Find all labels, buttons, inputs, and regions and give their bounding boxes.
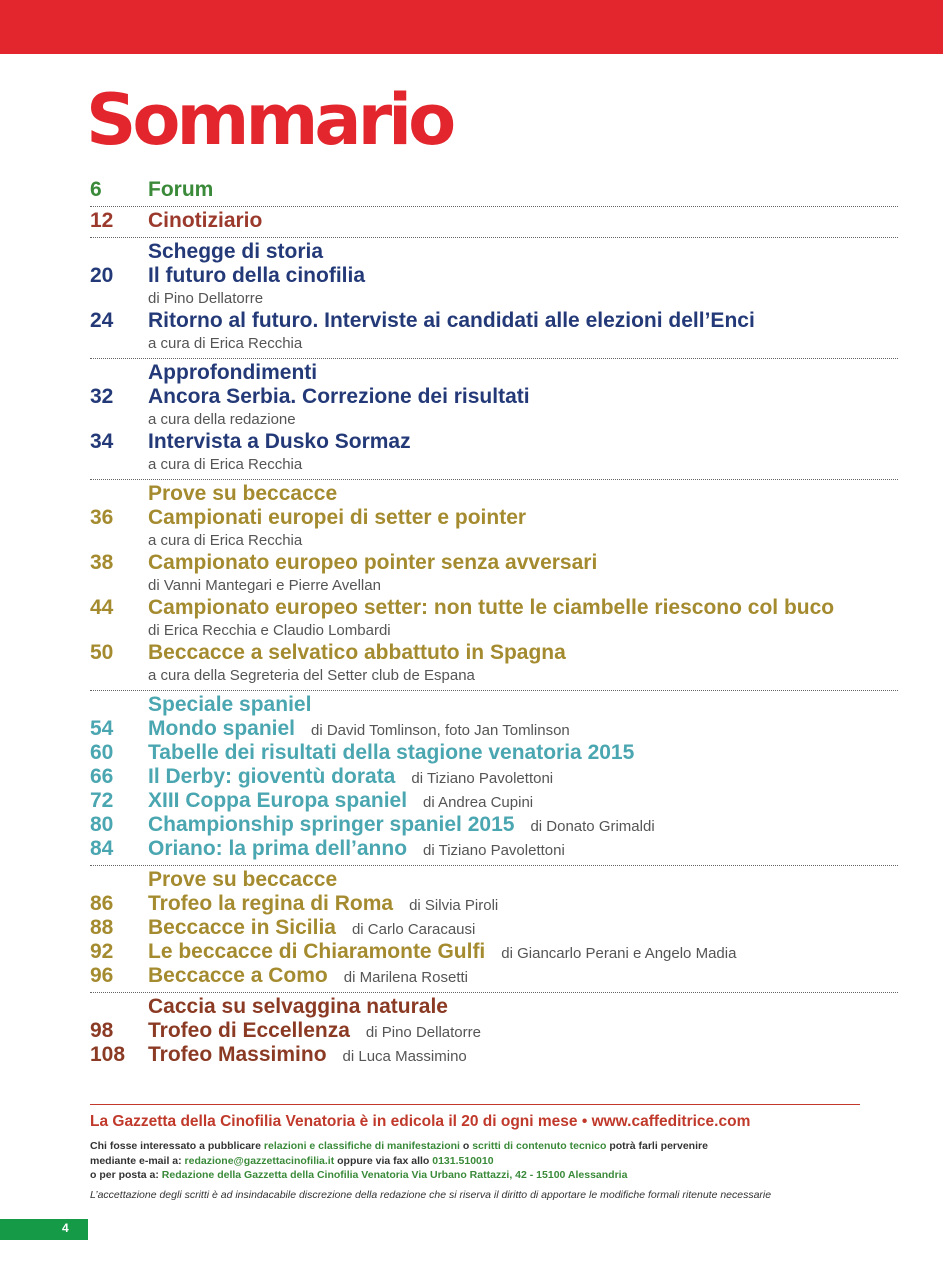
entry-title: Trofeo Massimino (148, 1043, 327, 1066)
entry-page-number: 36 (90, 506, 114, 529)
entry-title: Ancora Serbia. Correzione dei risultati (148, 385, 530, 408)
entry-author: di Carlo Caracausi (351, 921, 476, 938)
entry-title: Mondo spaniel (148, 717, 295, 740)
entry-title: Ritorno al futuro. Interviste ai candidati alle elezioni dell’Enci (148, 309, 755, 332)
entry-page-number: 24 (90, 309, 114, 332)
entry-page-number: 92 (90, 940, 114, 963)
entry-title: Oriano: la prima dell’anno (148, 837, 408, 860)
entry-page-number: 44 (90, 596, 114, 619)
entry-page-number: 88 (90, 916, 114, 939)
entry-title: XIII Coppa Europa spaniel (148, 789, 408, 812)
section-cinotiziario (90, 207, 898, 238)
entry-author: di Tiziano Pavolettoni (423, 842, 565, 859)
entry-page-number: 66 (90, 765, 114, 788)
entry-page-number: 108 (90, 1043, 126, 1066)
top-red-bar (0, 0, 943, 54)
toc-entry[interactable] (90, 1019, 898, 1043)
section-prove-su-beccacce-2 (90, 866, 898, 993)
entry-title: Campionati europei di setter e pointer (148, 506, 527, 529)
entry-title: Intervista a Dusko Sormaz (148, 430, 411, 453)
entry-title: Trofeo la regina di Roma (148, 892, 394, 915)
entry-title: Beccacce in Sicilia (148, 916, 336, 939)
table-of-contents (90, 176, 898, 1071)
entry-author: di Andrea Cupini (423, 794, 534, 811)
section-heading: Approfondimenti (148, 361, 318, 384)
toc-entry[interactable] (90, 641, 898, 686)
entry-page-number: 60 (90, 741, 114, 764)
entry-author: di David Tomlinson, foto Jan Tomlinson (311, 722, 570, 739)
toc-entry[interactable] (90, 385, 898, 430)
entry-author: di Silvia Piroli (409, 897, 499, 914)
disclaimer: L’accettazione degli scritti è ad insindacabile discrezione della redazione che si riserva il diritto di apportare le modifiche formali ritenute necessarie (90, 1189, 772, 1201)
entry-author: di Vanni Mantegari e Pierre Avellan (148, 577, 381, 594)
entry-title: Il Derby: gioventù dorata (148, 765, 396, 788)
toc-entry[interactable] (90, 813, 898, 837)
toc-entry[interactable] (90, 964, 898, 988)
entry-page-number: 6 (90, 178, 102, 201)
entry-page-number: 96 (90, 964, 114, 987)
toc-entry[interactable] (90, 892, 898, 916)
toc-entry[interactable] (90, 940, 898, 964)
entry-page-number: 34 (90, 430, 114, 453)
entry-author: di Pino Dellatorre (365, 1024, 481, 1041)
page-title: Sommario (86, 79, 453, 161)
entry-page-number: 12 (90, 209, 114, 232)
gazzetta-banner: La Gazzetta della Cinofilia Venatoria è in edicola il 20 di ogni mese • www.caffeditrice.com (90, 1113, 751, 1130)
entry-author: a cura di Erica Recchia (148, 532, 303, 549)
entry-page-number: 84 (90, 837, 114, 860)
fax-number: 0131.510010 (432, 1154, 494, 1167)
entry-title: Campionato europeo pointer senza avversari (148, 551, 598, 574)
section-heading: Speciale spaniel (148, 693, 312, 716)
section-prove-su-beccacce (90, 480, 898, 691)
entry-title: Forum (148, 178, 214, 201)
entry-title: Le beccacce di Chiaramonte Gulfi (148, 940, 486, 963)
toc-entry[interactable] (90, 430, 898, 475)
entry-page-number: 72 (90, 789, 114, 812)
section-caccia-su-selvaggina (90, 993, 898, 1071)
entry-page-number: 32 (90, 385, 114, 408)
section-heading: Schegge di storia (148, 240, 324, 263)
toc-entry[interactable] (90, 837, 898, 861)
entry-page-number: 50 (90, 641, 114, 664)
entry-page-number: 38 (90, 551, 114, 574)
entry-title: Cinotiziario (148, 209, 263, 232)
postal-address: Redazione della Gazzetta della Cinofilia Venatoria Via Urbano Rattazzi, 42 - 15100 Alessandria (161, 1169, 628, 1181)
entry-author: di Pino Dellatorre (148, 290, 264, 307)
entry-author: di Giancarlo Perani e Angelo Madia (501, 945, 737, 962)
toc-entry[interactable] (90, 178, 898, 202)
toc-entry[interactable] (90, 506, 898, 551)
entry-author: a cura di Erica Recchia (148, 335, 303, 352)
entry-title: Tabelle dei risultati della stagione venatoria 2015 (148, 741, 635, 764)
page-number-box (0, 1219, 88, 1240)
toc-entry[interactable] (90, 916, 898, 940)
section-speciale-spaniel (90, 691, 898, 866)
entry-page-number: 20 (90, 264, 114, 287)
toc-entry[interactable] (90, 596, 898, 641)
entry-title: Campionato europeo setter: non tutte le ciambelle riescono col buco (148, 596, 835, 619)
entry-title: Championship springer spaniel 2015 (148, 813, 515, 836)
entry-author: a cura di Erica Recchia (148, 456, 303, 473)
toc-entry[interactable] (90, 765, 898, 789)
entry-author: di Tiziano Pavolettoni (411, 770, 554, 787)
toc-entry[interactable] (90, 717, 898, 741)
section-approfondimenti (90, 359, 898, 480)
toc-entry[interactable] (90, 264, 898, 309)
toc-entry[interactable] (90, 789, 898, 813)
entry-title: Beccacce a Como (148, 964, 328, 987)
entry-page-number: 80 (90, 813, 114, 836)
entry-author: di Erica Recchia e Claudio Lombardi (148, 622, 391, 639)
page-number: 4 (62, 1221, 69, 1235)
submission-info: Chi fosse interessato a pubblicare relazioni e classifiche di manifestazioni o scritti di contenuto tecnico potrà farli pervenire mediante e-mail a: redazione@gazzettacinofilia.it oppure via fax allo 0131.510010 o per posta a: Redazione della Gazzetta della Cinofilia Venatoria Via Urbano Rattazzi, 42 - 15100 Alessandria (90, 1140, 708, 1181)
section-schegge-di-storia (90, 238, 898, 359)
section-heading: Caccia su selvaggina naturale (148, 995, 448, 1018)
entry-author: a cura della redazione (148, 411, 296, 428)
email-link[interactable]: redazione@gazzettacinofilia.it (184, 1154, 335, 1167)
entry-author: di Luca Massimino (342, 1048, 467, 1065)
entry-author: di Donato Grimaldi (530, 818, 655, 835)
section-forum (90, 176, 898, 207)
entry-page-number: 54 (90, 717, 114, 740)
entry-title: Beccacce a selvatico abbattuto in Spagna (148, 641, 566, 664)
entry-title: Trofeo di Eccellenza (148, 1019, 350, 1042)
footer-divider (90, 1104, 860, 1105)
toc-entry[interactable] (90, 551, 898, 596)
toc-entry[interactable] (90, 309, 898, 354)
toc-entry[interactable] (90, 1043, 898, 1067)
entry-page-number: 86 (90, 892, 114, 915)
section-heading: Prove su beccacce (148, 482, 338, 505)
toc-entry[interactable] (90, 741, 898, 765)
entry-author: a cura della Segreteria del Setter club de Espana (148, 667, 475, 684)
toc-entry[interactable] (90, 209, 898, 233)
entry-author: di Marilena Rosetti (343, 969, 468, 986)
entry-page-number: 98 (90, 1019, 114, 1042)
section-heading: Prove su beccacce (148, 868, 338, 891)
entry-title: Il futuro della cinofilia (148, 264, 366, 287)
